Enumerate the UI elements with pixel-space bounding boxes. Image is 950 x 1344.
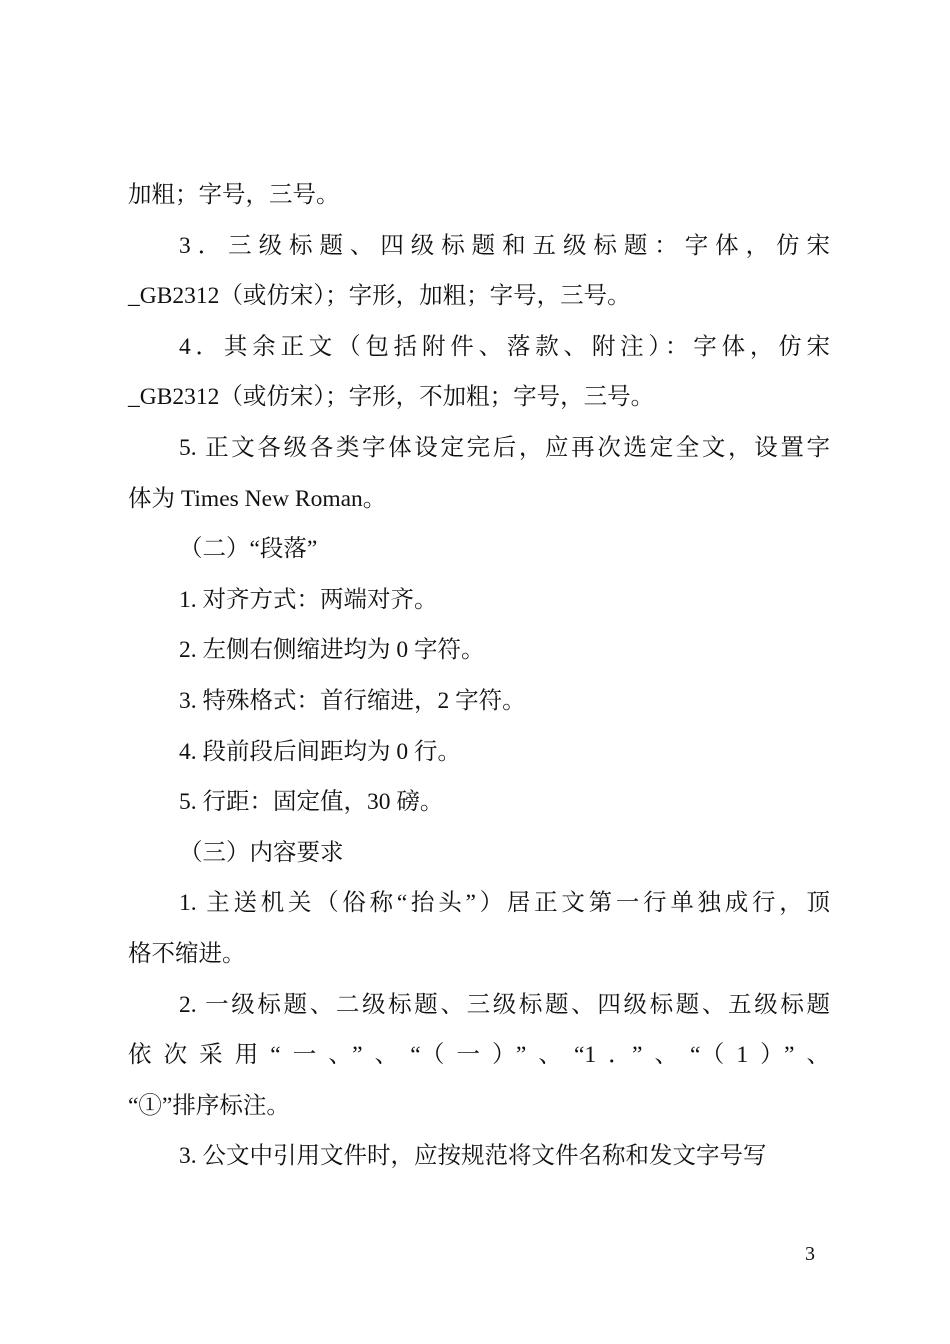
text-line: 1. 主送机关（俗称“抬头”）居正文第一行单独成行，顶 (179, 890, 830, 917)
text-line: 体为 Times New Roman。 (128, 485, 387, 512)
text-line: 4. 段前段后间距均为 0 行。 (179, 738, 461, 765)
text-line: “①”排序标注。 (128, 1092, 290, 1119)
text-line: （二）“段落” (179, 536, 318, 563)
text-line: 1. 对齐方式：两端对齐。 (179, 586, 438, 613)
text-line: 2. 一级标题、二级标题、三级标题、四级标题、五级标题 (179, 991, 830, 1018)
paragraph (128, 727, 830, 778)
paragraph (128, 524, 830, 575)
text-line: 5. 行距：固定值，30 磅。 (179, 789, 444, 816)
page-number: 3 (805, 1243, 815, 1265)
text-line: 4．其余正文（包括附件、落款、附注）：字体，仿宋 (179, 333, 830, 360)
document-body (128, 170, 830, 1182)
paragraph (128, 423, 830, 524)
paragraph (128, 676, 830, 727)
text-line: 2. 左侧右侧缩进均为 0 字符。 (179, 637, 485, 664)
paragraph (128, 828, 830, 879)
paragraph (128, 878, 830, 979)
text-line: 格不缩进。 (128, 940, 246, 967)
text-line: 加粗；字号，三号。 (128, 182, 340, 208)
text-line: 3. 特殊格式：首行缩进，2 字符。 (179, 687, 526, 714)
paragraph (128, 777, 830, 828)
paragraph (128, 1131, 830, 1182)
paragraph (128, 221, 830, 322)
text-line: 3. 公文中引用文件时，应按规范将文件名称和发文字号写 (179, 1143, 767, 1170)
text-line: 5. 正文各级各类字体设定完后，应再次选定全文，设置字 (179, 434, 830, 461)
text-line: _GB2312（或仿宋）；字形，加粗；字号，三号。 (128, 283, 631, 310)
text-line: 3．三级标题、四级标题和五级标题：字体，仿宋 (179, 232, 830, 259)
text-line: （三）内容要求 (179, 839, 344, 866)
paragraph (128, 322, 830, 423)
text-line: 依次采用“一、”、“（一）”、“1．”、“（1）”、 (128, 1042, 830, 1069)
paragraph (128, 575, 830, 626)
text-line: _GB2312（或仿宋）；字形，不加粗；字号，三号。 (128, 384, 655, 411)
paragraph (128, 980, 830, 1132)
paragraph (128, 625, 830, 676)
paragraph (128, 170, 830, 221)
